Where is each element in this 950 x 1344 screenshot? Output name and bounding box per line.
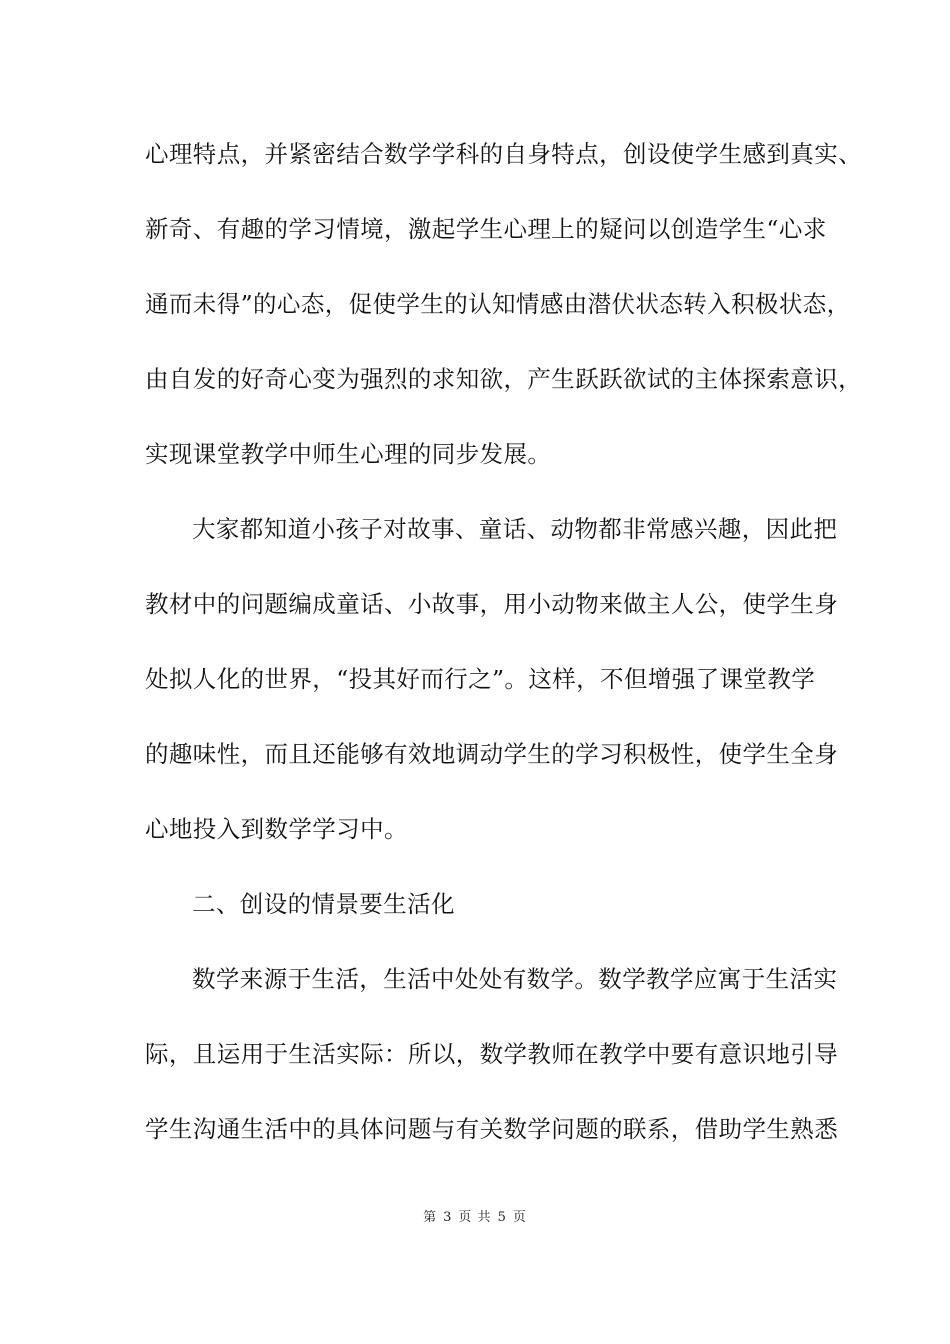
footer-middle: 页 共 [458, 1210, 492, 1225]
footer-total-pages: 5 [497, 1210, 507, 1225]
paragraph-3-line-1: 数学来源于生活，生活中处处有数学。数学教学应寓于生活实 [192, 965, 838, 993]
paragraph-3-line-3: 学生沟通生活中的具体问题与有关数学问题的联系，借助学生熟悉 [145, 1115, 839, 1143]
paragraph-2-line-5: 心地投入到数学学习中。 [145, 815, 408, 843]
footer-current-page: 3 [443, 1210, 453, 1225]
paragraph-2-line-3: 处拟人化的世界，“投其好而行之”。这样，不但增强了课堂教学 [145, 665, 816, 693]
paragraph-1-line-2: 新奇、有趣的学习情境，激起学生心理上的疑问以创造学生“心求 [145, 215, 827, 243]
paragraph-2-line-4: 的趣味性，而且还能够有效地调动学生的学习积极性，使学生全身 [145, 740, 839, 768]
page-footer [0, 1209, 950, 1227]
footer-suffix: 页 [512, 1210, 527, 1225]
paragraph-1-line-4: 由自发的好奇心变为强烈的求知欲，产生跃跃欲试的主体探索意识， [145, 365, 862, 393]
paragraph-3-line-2: 际，且运用于生活实际：所以，数学教师在教学中要有意识地引导 [145, 1040, 839, 1068]
footer-prefix: 第 [423, 1210, 438, 1225]
paragraph-1-line-1: 心理特点，并紧密结合数学学科的自身特点，创设使学生感到真实、 [145, 140, 862, 168]
paragraph-1-line-3: 通而未得”的心态，促使学生的认知情感由潜伏状态转入积极状态， [145, 290, 851, 318]
paragraph-2-line-2: 教材中的问题编成童话、小故事，用小动物来做主人公，使学生身 [145, 590, 839, 618]
paragraph-1-line-5: 实现课堂教学中师生心理的同步发展。 [145, 440, 552, 468]
paragraph-2-line-1: 大家都知道小孩子对故事、童话、动物都非常感兴趣，因此把 [192, 515, 838, 543]
section-heading: 二、创设的情景要生活化 [192, 890, 455, 918]
